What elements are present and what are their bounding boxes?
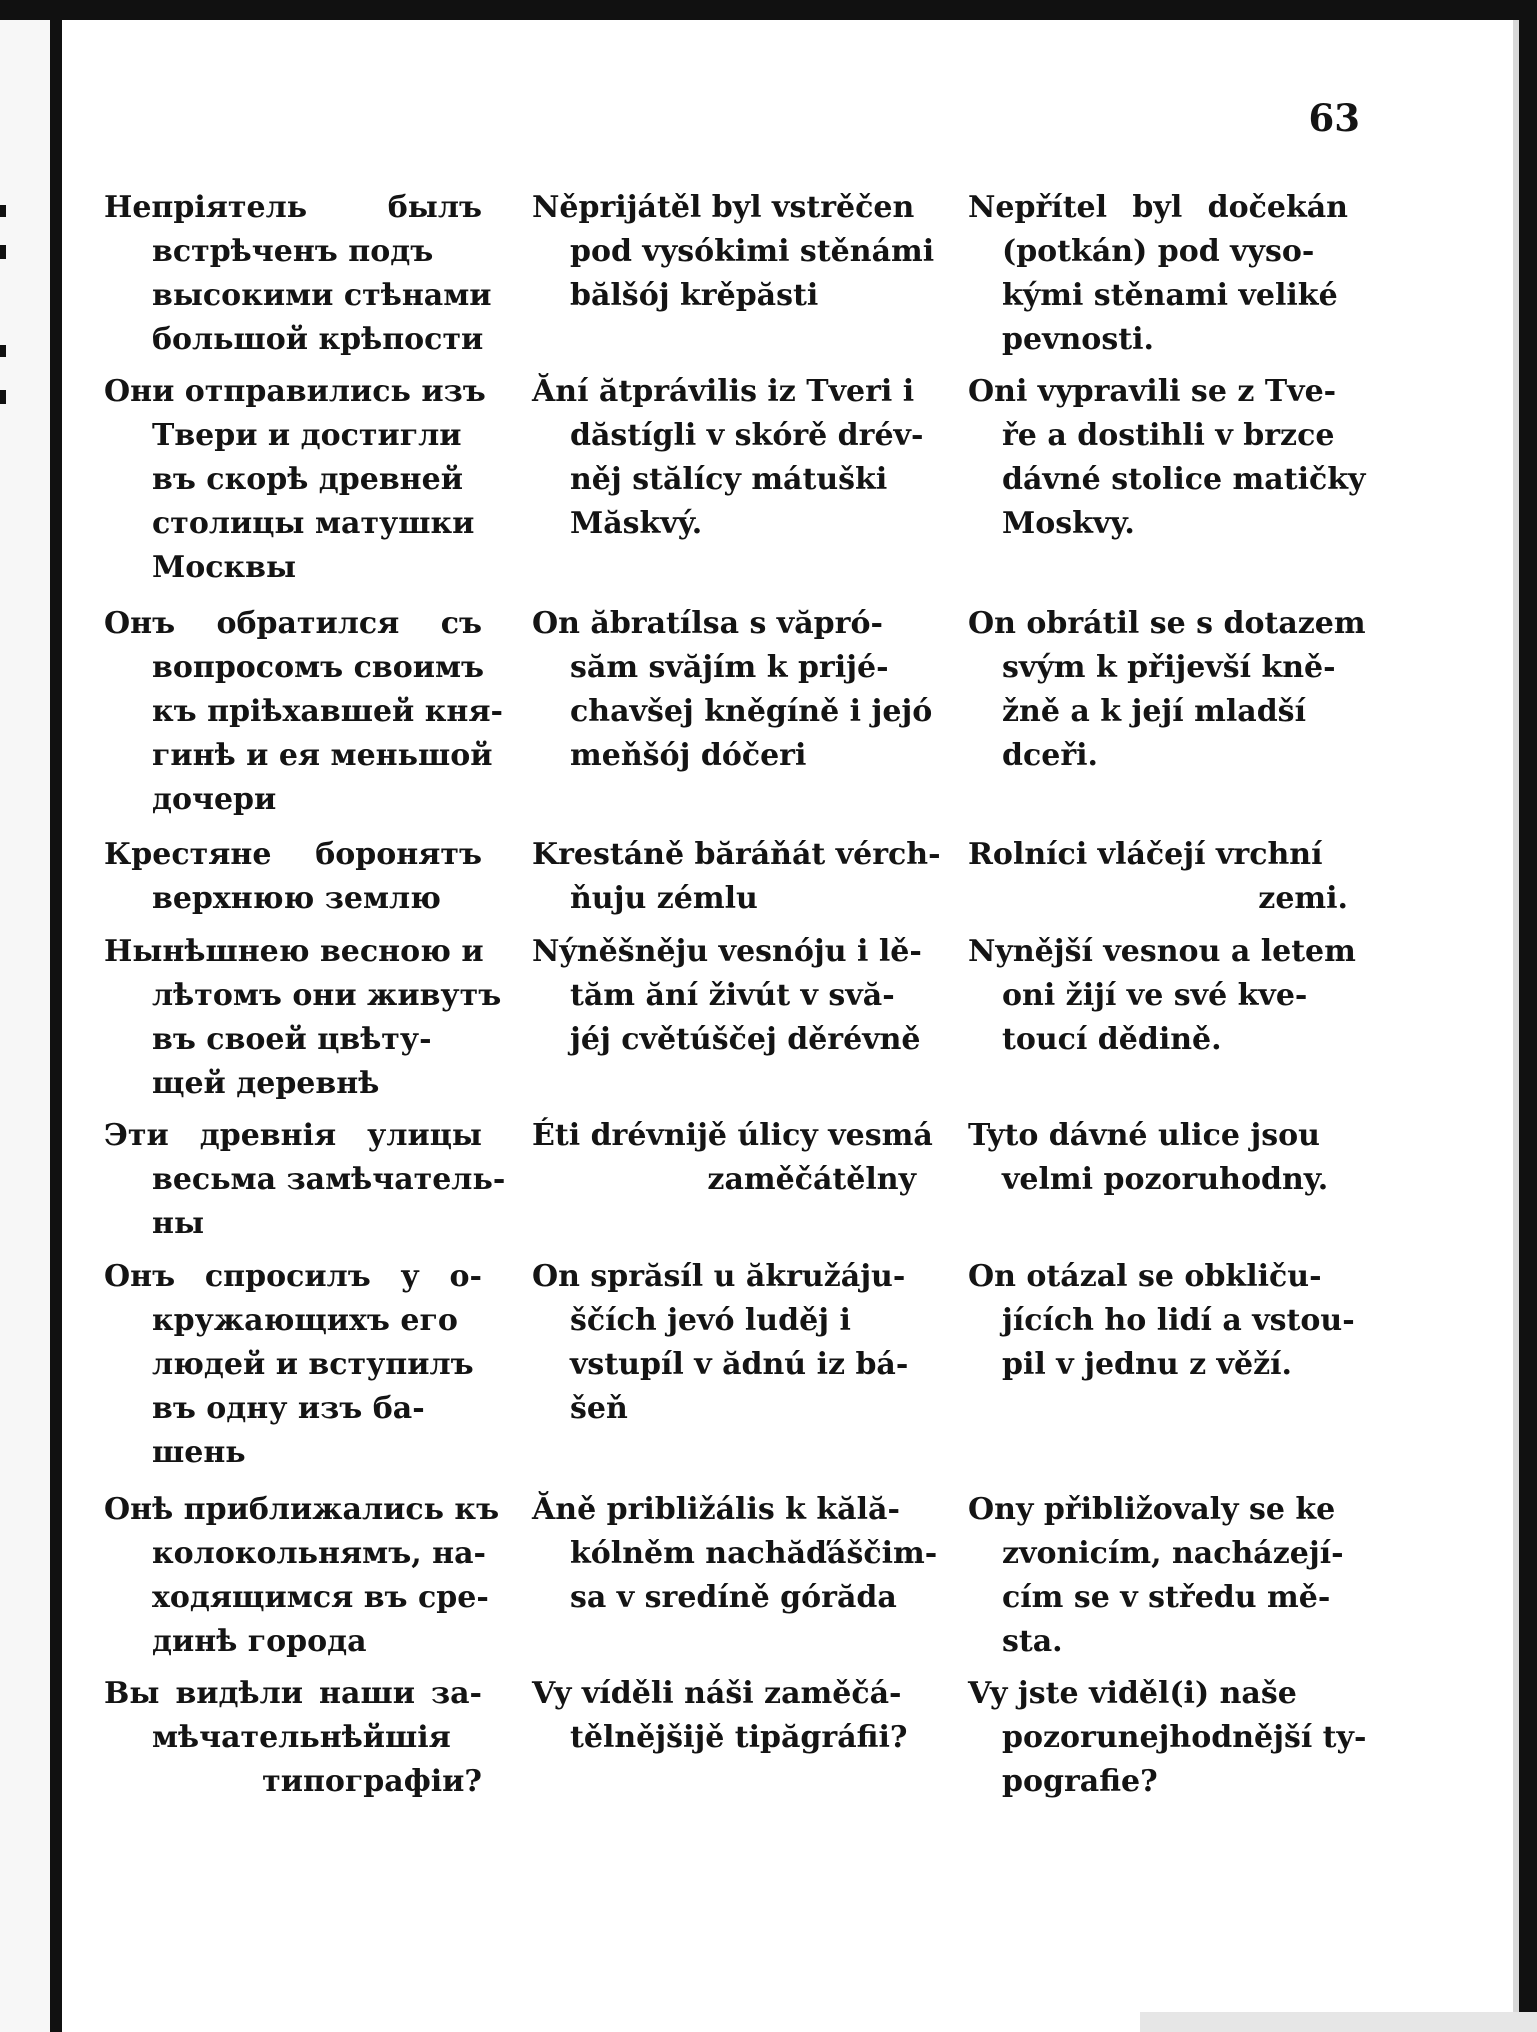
text-line: Măskvý. <box>570 506 703 541</box>
transliteration-phrase <box>532 602 933 778</box>
czech-phrase <box>968 1488 1348 1664</box>
text-line: ходящимся въ сре- <box>152 1580 489 1615</box>
text-line: высокими стѣнами <box>152 278 492 313</box>
text-line: jéj cvětúščej děrévně <box>570 1022 921 1057</box>
text-line: Эти древнія улицы <box>104 1118 482 1153</box>
russian-phrase <box>104 186 492 362</box>
text-line: Они отправились изъ <box>104 374 486 409</box>
text-line: meňšój dóčeri <box>570 738 807 773</box>
text-line: Онѣ приближались къ <box>104 1492 500 1527</box>
transliteration-phrase <box>532 1255 916 1431</box>
czech-phrase <box>968 1114 1348 1202</box>
text-line: Нынѣшнею весною и <box>104 934 484 969</box>
scan-right-border <box>1519 0 1537 2032</box>
text-line: svým k přijevší kně- <box>1002 650 1336 685</box>
czech-phrase <box>968 833 1348 921</box>
czech-phrase <box>968 1672 1367 1804</box>
margin-mark <box>0 245 6 259</box>
text-line: žně a k její mladší <box>1002 694 1306 729</box>
text-line: On sprăsíl u ăkružáju- <box>532 1259 906 1294</box>
text-line: Москвы <box>152 550 297 585</box>
text-line: въ скорѣ древней <box>152 462 463 497</box>
text-line: velmi pozoruhodny. <box>1002 1162 1329 1197</box>
russian-phrase <box>104 602 503 822</box>
text-line: Вы видѣли наши за- <box>104 1676 482 1711</box>
text-line: Непріятель былъ <box>104 190 482 225</box>
text-line: chavšej kněgíně i jejó <box>570 694 933 729</box>
text-line: большой крѣпости <box>152 322 484 357</box>
text-line: toucí dědině. <box>1002 1022 1222 1057</box>
text-line: zaměčátělny <box>707 1162 916 1197</box>
text-line: Vy jste viděl(i) naše <box>968 1676 1297 1711</box>
text-line: Nynější vesnou a letem <box>968 934 1356 969</box>
text-line: něj stălícy mátuški <box>570 462 888 497</box>
text-line: вопросомъ своимъ <box>152 650 485 685</box>
margin-mark <box>0 345 6 357</box>
text-line: въ одну изъ ба- <box>152 1391 425 1426</box>
scan-right-shadow <box>1513 20 1519 2032</box>
scan-top-border <box>0 0 1537 20</box>
text-line: гинѣ и ея меньшой <box>152 738 493 773</box>
text-line: cím se v středu mě- <box>1002 1580 1331 1615</box>
text-line: щей деревнѣ <box>152 1066 380 1101</box>
text-line: sta. <box>1002 1624 1063 1659</box>
text-line: дочери <box>152 782 277 817</box>
text-line: верхнюю землю <box>152 881 441 916</box>
text-line: Něprijátěl byl vstrěčen <box>532 190 915 225</box>
czech-phrase <box>968 602 1366 778</box>
text-line: săm svăjím k prijé- <box>570 650 889 685</box>
text-line: On obrátil se s dotazem <box>968 606 1366 641</box>
text-line: типографіи? <box>262 1764 482 1799</box>
scan-bottom-edge <box>1140 2012 1537 2032</box>
text-line: oni žijí ve své kve- <box>1002 978 1308 1013</box>
text-line: zemi. <box>1258 881 1348 916</box>
text-line: столицы матушки <box>152 506 475 541</box>
text-line: лѣтомъ они живутъ <box>152 978 502 1013</box>
russian-phrase <box>104 370 486 590</box>
russian-phrase <box>104 1488 500 1664</box>
margin-mark <box>0 205 6 217</box>
text-line: šeň <box>570 1391 628 1426</box>
margin-mark <box>0 390 6 404</box>
text-line: pografie? <box>1002 1764 1158 1799</box>
text-line: Moskvy. <box>1002 506 1135 541</box>
text-line: встрѣченъ подъ <box>152 234 434 269</box>
czech-phrase <box>968 370 1366 546</box>
text-line: людей и вступилъ <box>152 1347 474 1382</box>
russian-phrase <box>104 1114 506 1246</box>
text-line: vstupíl v ădnú iz bá- <box>570 1347 909 1382</box>
text-line: Твери и достигли <box>152 418 462 453</box>
book-spine-shadow <box>50 0 62 2032</box>
text-line: Rolníci vláčejí vrchní <box>968 837 1323 872</box>
text-line: pozorunejhodnější ty- <box>1002 1720 1367 1755</box>
text-line: pevnosti. <box>1002 322 1154 357</box>
russian-phrase <box>104 1672 482 1804</box>
text-line: pil v jednu z věží. <box>1002 1347 1292 1382</box>
text-line: ščích jevó luděj i <box>570 1303 851 1338</box>
text-line: Nýněšněju vesnóju i lě- <box>532 934 922 969</box>
text-line: весьма замѣчатель- <box>152 1162 506 1197</box>
text-line: tělnějšijě tipăgráfii? <box>570 1720 908 1755</box>
text-line: ňuju zémlu <box>570 881 758 916</box>
text-line: кружающихъ его <box>152 1303 458 1338</box>
text-line: zvonicím, nacházejí- <box>1002 1536 1344 1571</box>
text-line: Vy víděli náši zaměčá- <box>532 1676 902 1711</box>
text-line: ře a dostihli v brzce <box>1002 418 1335 453</box>
text-line: On ăbratílsa s văpró- <box>532 606 883 641</box>
text-line: dceři. <box>1002 738 1098 773</box>
text-line: dávné stolice matičky <box>1002 462 1366 497</box>
text-line: ны <box>152 1206 205 1241</box>
text-line: (potkán) pod vyso- <box>1002 234 1315 269</box>
transliteration-phrase <box>532 186 935 318</box>
text-line: динѣ города <box>152 1624 367 1659</box>
page-number: 63 <box>1308 96 1360 140</box>
text-line: Онъ спросилъ у о- <box>104 1259 482 1294</box>
text-line: Nepřítel byl dočekán <box>968 190 1348 225</box>
text-line: bălšój krěpăsti <box>570 278 819 313</box>
text-line: pod vysókimi stěnámi <box>570 234 935 269</box>
text-line: jících ho lidí a vstou- <box>1002 1303 1355 1338</box>
text-line: dăstígli v skórě drév- <box>570 418 924 453</box>
text-line: въ своей цвѣту- <box>152 1022 432 1057</box>
czech-phrase <box>968 186 1348 362</box>
text-line: Éti drévnijě úlicy vesmá <box>532 1118 933 1153</box>
russian-phrase <box>104 833 482 921</box>
transliteration-phrase <box>532 370 924 546</box>
text-line: sa v sredíně górăda <box>570 1580 897 1615</box>
text-line: шень <box>152 1435 246 1470</box>
text-line: Онъ обратился съ <box>104 606 482 641</box>
text-line: kými stěnami veliké <box>1002 278 1338 313</box>
text-line: On otázal se obkliču- <box>968 1259 1322 1294</box>
text-line: Ăní ătprávilis iz Tveri i <box>532 374 915 409</box>
transliteration-phrase <box>532 1114 933 1202</box>
text-line: Tyto dávné ulice jsou <box>968 1118 1320 1153</box>
text-line: мѣчательнѣйшія <box>152 1720 451 1755</box>
text-line: Ony přibližovaly se ke <box>968 1492 1336 1527</box>
transliteration-phrase <box>532 833 941 921</box>
russian-phrase <box>104 1255 482 1475</box>
text-line: Oni vypravili se z Tve- <box>968 374 1337 409</box>
czech-phrase <box>968 930 1356 1062</box>
text-line: tăm ăní živút v svă- <box>570 978 895 1013</box>
text-line: къ пріѣхавшей кня- <box>152 694 503 729</box>
transliteration-phrase <box>532 1672 916 1760</box>
transliteration-phrase <box>532 1488 938 1620</box>
text-line: колокольнямъ, на- <box>152 1536 486 1571</box>
text-line: Крестяне боронятъ <box>104 837 482 872</box>
text-line: Krestáně băráňát vérch- <box>532 837 941 872</box>
text-line: Ăně približális k kălă- <box>532 1492 900 1527</box>
text-line: kólněm nachăďáščim- <box>570 1536 938 1571</box>
transliteration-phrase <box>532 930 922 1062</box>
russian-phrase <box>104 930 502 1106</box>
czech-phrase <box>968 1255 1355 1387</box>
